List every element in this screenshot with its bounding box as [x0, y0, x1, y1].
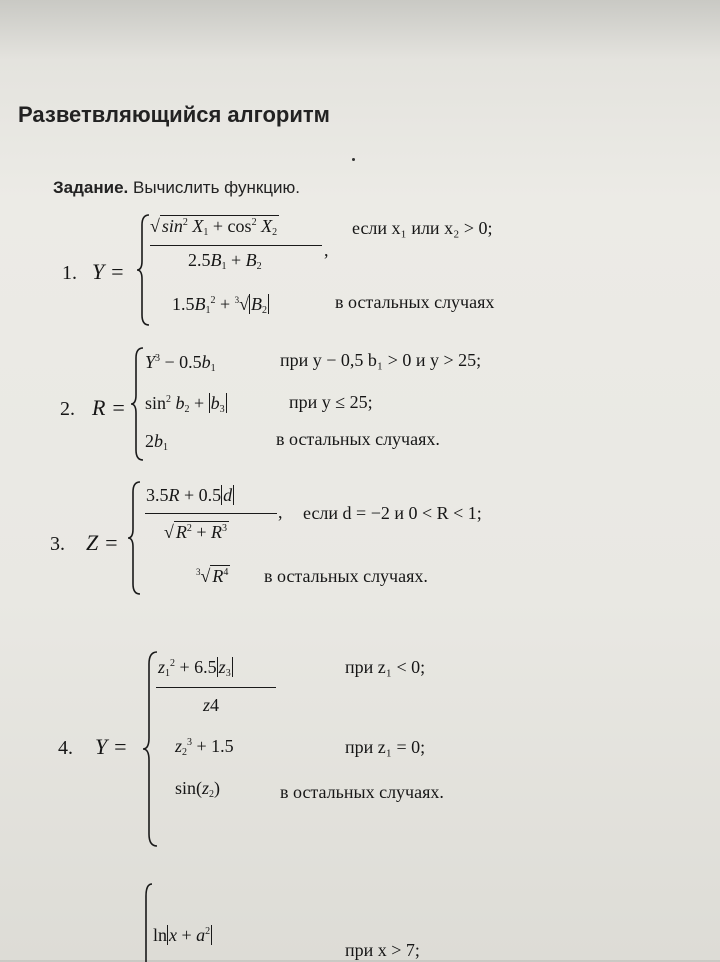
formula-1-denominator: $2.5B_1 + B_2$: [188, 250, 262, 272]
task-label: Задание.: [53, 178, 129, 197]
formula-1-condition-1: если x₁ или x₂ > 0;: [352, 218, 493, 238]
item-number-1: 1.: [62, 262, 77, 284]
item-number-3: 3.: [50, 533, 65, 555]
brace-3: [127, 480, 143, 596]
formula-2-expr-3: $2b_1$: [145, 431, 168, 453]
ink-dot: [352, 158, 355, 161]
brace-2: [130, 346, 146, 462]
lhs-3: Z =: [86, 530, 119, 555]
formula-4-condition-1: при z₁ < 0;: [345, 657, 426, 677]
formula-3-numerator: 3.5R + 0.5 d: [146, 485, 233, 505]
task-text: Вычислить функцию.: [132, 178, 301, 197]
formula-4-denominator: z4: [203, 695, 220, 715]
formula-5-condition-1: при x > 7;: [345, 940, 420, 960]
formula-3-expr-2: $^3$√ $R^4$: [196, 566, 229, 586]
formula-1-numerator: √ $\sin^2 X_1 + \cos^2 X_2$: [150, 216, 278, 238]
lhs-4: Y =: [95, 734, 128, 759]
formula-1-expr-2: $1.5B_1^2 + ^3√$ $B_2$: [172, 294, 268, 316]
formula-4-expr-3: $\sin(z_2)$: [175, 778, 221, 800]
fraction-bar-3: [145, 513, 277, 514]
brace-4: [142, 650, 160, 848]
item-number-4: 4.: [58, 737, 73, 759]
formula-2-condition-2: при y ≤ 25;: [289, 392, 373, 412]
formula-3-condition-1: если d = −2 и 0 < R < 1;: [303, 503, 482, 523]
formula-2-expr-1: $Y^3 - 0.5b_1$: [145, 352, 216, 374]
formula-2-expr-2: $\sin^2 b_2 + b_3$: [145, 393, 225, 415]
fraction-bar-4: [156, 687, 276, 688]
task-statement: [53, 178, 300, 198]
brace-5: [140, 882, 154, 962]
formula-3-condition-2: в остальных случаях.: [264, 566, 428, 586]
formula-4-expr-2: $z_2^3 + 1.5$: [175, 736, 234, 758]
section-heading: Разветвляющийся алгоритм: [18, 102, 330, 127]
formula-3-denominator: √ $R^2 + R^3$: [164, 522, 228, 542]
comma: ,: [324, 240, 329, 260]
comma: ,: [278, 502, 283, 522]
formula-1-condition-2: в остальных случаях: [335, 292, 495, 312]
formula-5-expr-1: $\ln x + a^2$: [153, 925, 211, 945]
lhs-1: Y =: [92, 259, 125, 284]
fraction-bar-1: [150, 245, 322, 246]
formula-4-condition-2: при z₁ = 0;: [345, 737, 426, 757]
lhs-2: R =: [92, 395, 126, 420]
formula-4-numerator: $z_1^2 + 6.5$ $z_3$: [158, 657, 231, 679]
formula-2-condition-3: в остальных случаях.: [276, 429, 440, 449]
formula-4-condition-3: в остальных случаях.: [280, 782, 444, 802]
formula-2-condition-1: при y − 0,5 b₁ > 0 и y > 25;: [280, 350, 482, 370]
item-number-2: 2.: [60, 398, 75, 420]
